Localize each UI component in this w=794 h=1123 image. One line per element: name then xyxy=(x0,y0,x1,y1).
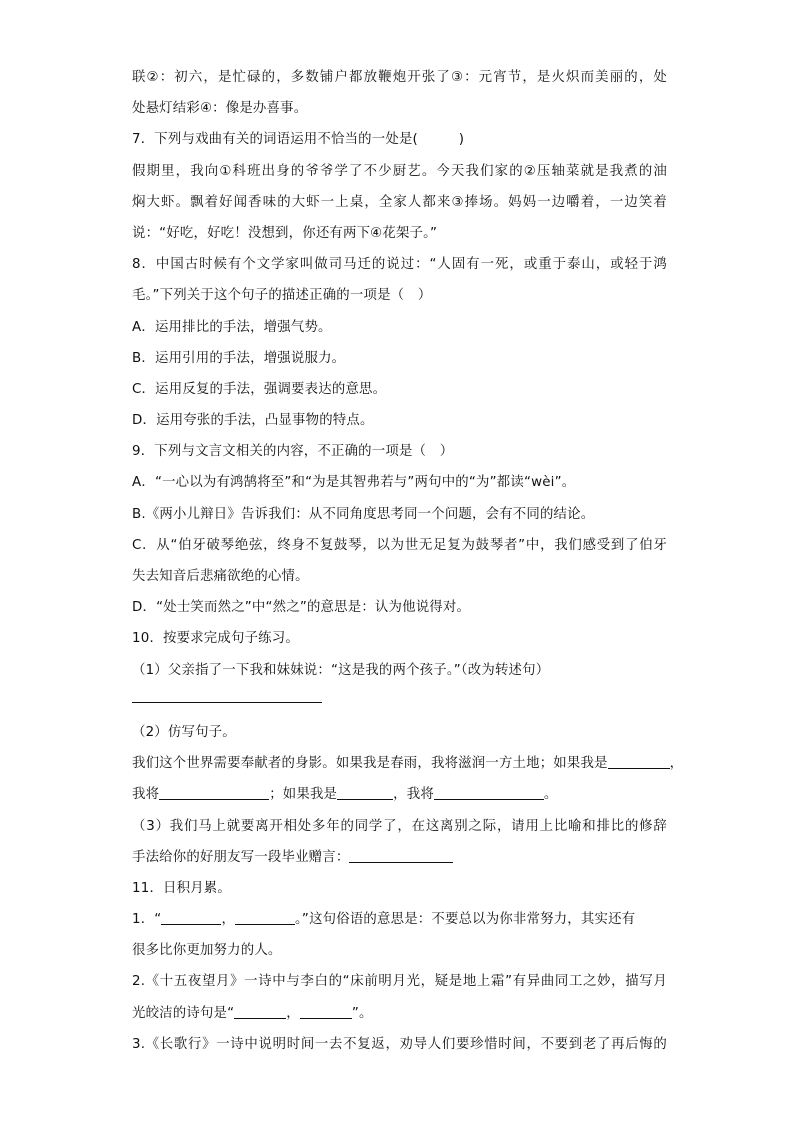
text-line: 说：“好吃，好吃！没想到，你还有两下④花架子。” xyxy=(132,225,438,241)
text-line: 失去知音后悲痛欲绝的心情。 xyxy=(132,569,309,584)
question-8-stem: 8．中国古时候有个文学家叫做司马迁的说过：“人固有一死，或重于泰山，或轻于鸿 xyxy=(132,257,667,273)
option-c: C．从“伯牙破琴绝弦，终身不复鼓琴，以为世无足复为鼓琴者”中，我们感受到了伯牙 xyxy=(132,537,667,553)
text-segment: 我们这个世界需要奉献者的身影。如果我是春雨，我将滋润一方土地；如果我是 xyxy=(132,756,608,772)
text-line: 焖大虾。飘着好闻香味的大虾一上桌，全家人都来③捧场。妈妈一边嚼着，一边笑着 xyxy=(132,194,667,210)
subquestion-2: （2）仿写句子。 xyxy=(132,724,236,740)
question-7-stem: 7．下列与戏曲有关的词语运用不恰当的一处是( ) xyxy=(132,132,465,148)
question-10-stem: 10．按要求完成句子练习。 xyxy=(132,631,299,647)
text-segment: ，我将 xyxy=(393,787,434,803)
text-segment: ， xyxy=(286,1005,300,1021)
text-segment: ”。 xyxy=(351,1005,373,1021)
text-line: 3.《长歌行》一诗中说明时间一去不复返，劝导人们要珍惜时间，不要到老了再后悔的 xyxy=(132,1036,667,1052)
option-a: A．运用排比的手法，增强气势。 xyxy=(132,319,332,335)
text-segment: ， xyxy=(221,912,236,928)
text-line: 2.《十五夜望月》一诗中与李白的“床前明月光，疑是地上霜”有异曲同工之妙，描写月 xyxy=(132,974,667,990)
text-line xyxy=(132,998,667,1029)
answer-blank[interactable] xyxy=(300,1002,352,1019)
text-line xyxy=(132,842,667,873)
text-segment: ；如果我是 xyxy=(269,787,338,803)
text-line: 很多比你更加努力的人。 xyxy=(132,943,282,959)
answer-blank[interactable] xyxy=(434,783,544,800)
text-segment: 手法给你的好朋友写一段毕业赠言： xyxy=(132,849,350,865)
answer-blank[interactable] xyxy=(234,1002,286,1019)
text-segment: 。”这句俗语的意思是：不要总以为你非常努力，其实还有 xyxy=(295,912,636,928)
option-b: B.《两小儿辩日》告诉我们：从不同角度思考同一个问题，会有不同的结论。 xyxy=(132,506,595,522)
text-segment: 我将 xyxy=(132,787,160,803)
text-line xyxy=(132,779,667,810)
worksheet-page xyxy=(132,62,684,1060)
answer-blank[interactable] xyxy=(235,908,295,925)
answer-blank[interactable] xyxy=(608,752,670,769)
option-d: D．运用夸张的手法，凸显事物的特点。 xyxy=(132,413,374,429)
text-line: 联②：初六，是忙碌的，多数铺户都放鞭炮开张了③：元宵节，是火炽而美丽的，处 xyxy=(132,70,667,85)
text-line: 假期里，我向①科班出身的爷爷学了不少厨艺。今天我们家的②压轴菜就是我煮的油 xyxy=(132,163,667,179)
text-segment: 。 xyxy=(543,787,558,803)
subquestion-1: （1）父亲指了一下我和妹妹说：“这是我的两个孩子。”（改为转述句） xyxy=(132,662,550,678)
option-c: C．运用反复的手法，强调要表达的意思。 xyxy=(132,381,387,397)
option-d: D．“处士笑而然之”中“然之”的意思是：认为他说得对。 xyxy=(132,600,471,616)
subquestion-3: （3）我们马上就要离开相处多年的同学了，在这离别之际，请用上比喻和排比的修辞 xyxy=(132,818,667,834)
option-a: A．“一心以为有鸿鹄将至”和“为是其智弗若与”两句中的“为”都读“wèi”。 xyxy=(132,475,576,491)
answer-blank[interactable] xyxy=(132,686,322,703)
text-segment: 光皎洁的诗句是“ xyxy=(132,1005,235,1021)
text-line xyxy=(132,748,684,779)
text-segment: ， xyxy=(669,756,684,772)
option-b: B．运用引用的手法，增强说服力。 xyxy=(132,350,346,366)
answer-blank[interactable] xyxy=(349,846,453,863)
question-9-stem: 9．下列与文言文相关的内容，不正确的一项是（ ） xyxy=(132,444,454,460)
text-segment: 1．“ xyxy=(132,912,162,928)
answer-blank[interactable] xyxy=(159,783,269,800)
text-line: 毛。”下列关于这个句子的描述正确的一项是（ ） xyxy=(132,288,432,304)
answer-blank[interactable] xyxy=(161,908,221,925)
text-line: 处悬灯结彩④：像是办喜事。 xyxy=(132,101,308,117)
text-line xyxy=(132,904,667,935)
answer-line-row xyxy=(132,686,667,717)
answer-blank[interactable] xyxy=(337,783,393,800)
question-11-stem: 11．日积月累。 xyxy=(132,880,231,896)
